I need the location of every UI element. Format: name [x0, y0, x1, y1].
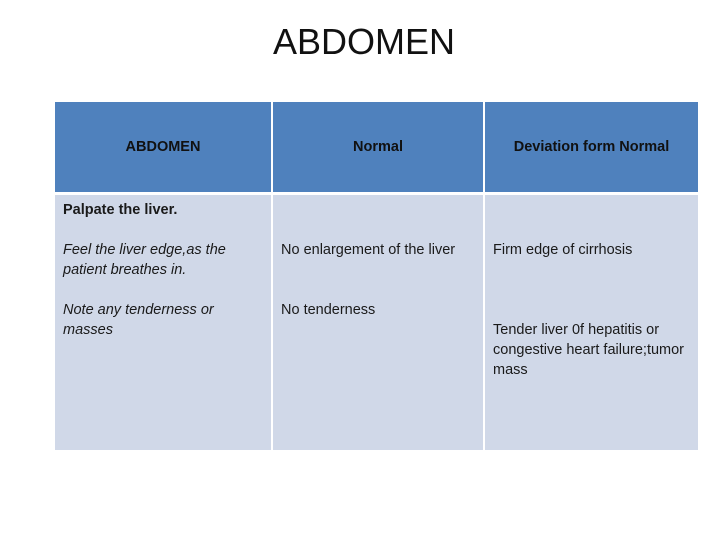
- cell-procedure: [55, 194, 272, 451]
- procedure-heading: Palpate the liver.: [63, 202, 178, 218]
- deviation-finding-edge: Firm edge of cirrhosis: [493, 242, 633, 258]
- normal-finding-size: No enlargement of the liver: [281, 242, 456, 258]
- cell-deviation: [484, 194, 698, 451]
- cell-normal: [272, 194, 484, 451]
- procedure-step-tenderness: Note any tenderness or masses: [63, 302, 214, 338]
- abdomen-table: [55, 102, 698, 450]
- normal-finding-tenderness: No tenderness: [281, 302, 376, 318]
- deviation-finding-tenderness: Tender liver 0f hepatitis or congestive heart failure;tumor mass: [493, 322, 685, 378]
- procedure-step-liver-edge: Feel the liver edge,as the patient breathes in.: [63, 242, 226, 278]
- table-header-row: [55, 102, 698, 194]
- header-abdomen: ABDOMEN: [55, 102, 272, 194]
- table-row: [55, 194, 698, 451]
- slide-title: ABDOMEN: [272, 21, 456, 62]
- header-deviation: Deviation form Normal: [484, 102, 698, 194]
- assessment-table: [55, 102, 698, 450]
- header-normal: Normal: [272, 102, 484, 194]
